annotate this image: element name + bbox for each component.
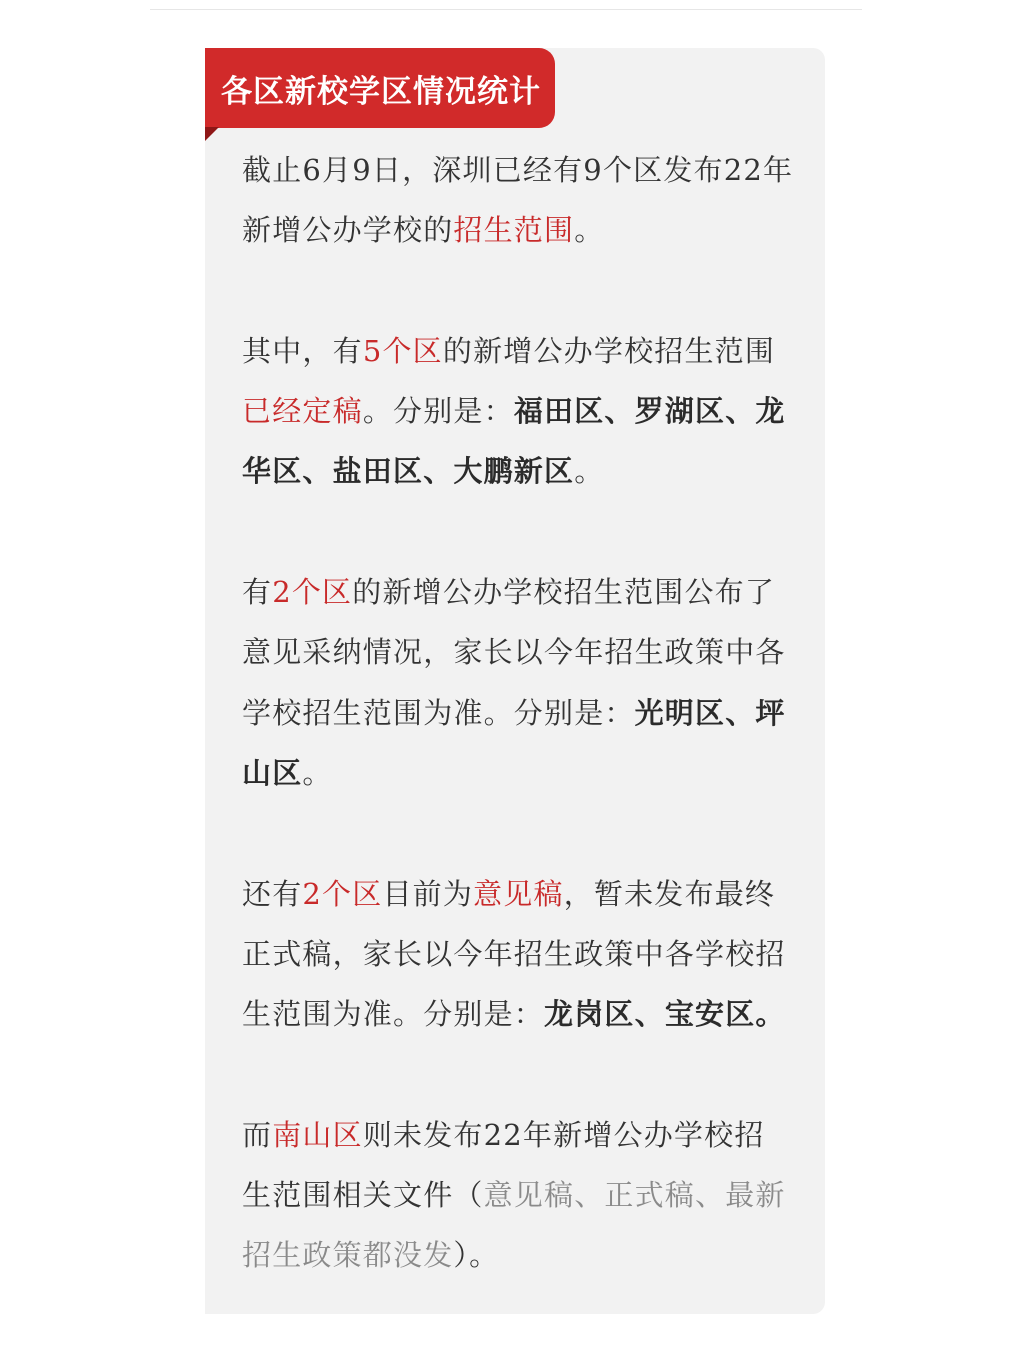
paragraph-nanshan <box>242 1105 794 1286</box>
district-list: 光明区、坪山区 <box>242 695 786 790</box>
text-segment: ，暂未发布最终正式稿，家长以今年招生政策中各学校招生范围为准。分别是： <box>242 876 786 1032</box>
text-segment: 。 <box>574 454 605 489</box>
section-title: 各区新校学区情况统计 <box>221 73 541 110</box>
text-segment: 。 <box>574 213 605 248</box>
text-segment: 则未发布22年新增公办学校招生范围相关文件（ <box>242 1117 765 1213</box>
section-title-tag <box>205 48 555 128</box>
district-list: 龙岗区、宝安区。 <box>544 997 786 1032</box>
district-list: 福田区、罗湖区、龙华区、盐田区、大鹏新区 <box>242 394 786 489</box>
highlight-text: 2个区 <box>302 876 383 911</box>
text-segment: 有 <box>242 575 273 610</box>
paragraph-draft-districts <box>242 864 794 1045</box>
title-tag-fold <box>205 127 219 141</box>
muted-text: 意见稿、正式稿、最新招生政策都没发 <box>242 1178 786 1273</box>
text-segment: 。分别是： <box>362 394 514 429</box>
text-segment: 而 <box>242 1117 273 1152</box>
text-segment: 还有 <box>242 876 303 911</box>
top-divider <box>150 9 862 10</box>
highlight-text: 已经定稿 <box>242 394 363 429</box>
highlight-text: 5个区 <box>362 333 443 368</box>
paragraph-deadline-summary <box>242 140 794 261</box>
highlight-text: 意见稿 <box>473 876 564 911</box>
text-segment: ）。 <box>453 1238 500 1273</box>
highlight-text: 南山区 <box>272 1117 363 1152</box>
text-segment: 其中，有 <box>242 333 363 368</box>
highlight-text: 2个区 <box>272 575 353 610</box>
text-segment: 的新增公办学校招生范围公布了意见采纳情况，家长以今年招生政策中各学校招生范围为准。分别是： <box>242 575 786 730</box>
article-body <box>242 140 794 1286</box>
text-segment: 截止6月9日，深圳已经有9个区发布22年新增公办学校的 <box>242 153 794 248</box>
text-segment: 。 <box>302 755 333 790</box>
paragraph-feedback-published <box>242 562 794 803</box>
text-segment: 的新增公办学校招生范围 <box>442 333 776 368</box>
paragraph-finalized-districts <box>242 321 794 502</box>
highlight-text: 招生范围 <box>453 213 575 248</box>
text-segment: 目前为 <box>382 876 474 911</box>
